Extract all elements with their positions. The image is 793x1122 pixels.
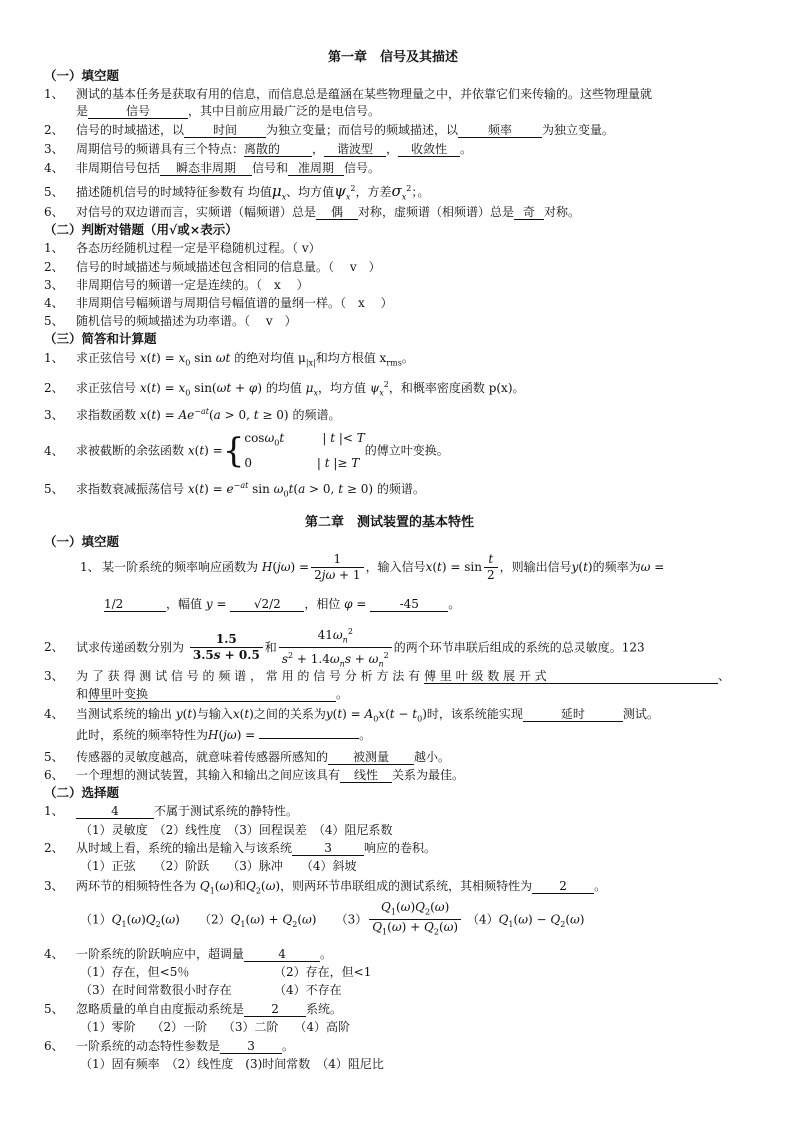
chapter1-title: 第一章 信号及其描述 [328,50,459,65]
ch1-judge-q1: 1、 各态历经随机过程一定是平稳随机过程。（ v） [44,241,321,255]
ch2-choice-q2: 2、 从时域上看，系统的输出是输入与该系统 3 响应的卷积。 [44,841,437,855]
ch1-judge-q4: 4、 非周期信号幅频谱与周期信号幅值谱的量纲一样。（ x ） [44,296,393,310]
answer-blank: 收敛性 [398,142,460,157]
ch2-choice-q4-opt4: （4）不存在 [274,983,342,997]
ch2-choice-q3: 3、 两环节的相频特性各为 $Q_1(\omega)$和$Q_2(\omega)$，则两环节串联组成的测试系统，其相频特性为 2 。 [44,879,607,896]
answer-blank [259,738,359,739]
answer-blank: 准周期 [288,161,344,176]
ch1-fill-q6: 6、 对信号的双边谱而言，实频谱（幅频谱）总是 偶 对称，虚频谱（相频谱）总是 奇 对称。 [44,205,581,219]
ch2-fill-q2: 2、 试求传递函数分别为 $\frac{1.5}{3.5s + 0.5}$ 和 $\frac{41\omega_n^2}{s^2 + 1.4\omega_ns + \omega_n^2}$ 的两个环节串联后组成的系统的总灵敏度。123 [44,624,645,672]
answer-blank: 离散的 [244,142,312,157]
ch1-fill-q5: 5、 描述随机信号的时域特征参数有 均值$\mu_x$、均方值$\psi_x^2$，方差$\sigma_x^2$；。 [44,182,430,202]
answer-blank: 延时 [523,707,623,722]
ch1-fill-q1-cont: 是 信号 ，其中目前应用最广泛的是电信号。 [76,104,381,118]
ch2-choice-heading: （二）选择题 [44,785,120,800]
ch1-judge-q5: 5、 随机信号的频域描述为功率谱。（ v ） [44,314,297,328]
ch2-choice-q4-opt1: （1）存在，但<5％ [80,965,190,979]
ch1-calc-heading: （三）简答和计算题 [44,331,157,346]
ch2-choice-q2-options: （1）正弦 （2）阶跃 （3）脉冲 （4）斜坡 [80,859,357,873]
q-number: 1、 [44,87,64,101]
ch2-fill-q3-cont: 和傅里叶变换 。 [76,687,349,701]
ch1-calc-q5: 5、 求指数衰减振荡信号 $x(t) = e^{-at}$ $\sin \omega_0t(a > 0$, t ≥ 0) 的频谱。 [44,481,425,499]
answer-blank: 1/2 [104,597,166,612]
answer-blank: 时间 [184,123,266,138]
ch2-choice-q6-options: （1）固有频率 （2）线性度 (3)时间常数 （4）阻尼比 [80,1057,384,1071]
ch2-fill-q1-cont: 1/2 ，幅值 y = √2/2 ，相位 φ = -45 。 [104,597,461,611]
ch2-choice-q3-options: $(1)Q_1(\omega)Q_2(\omega)$ $(2)Q_1(\omega) + Q_2(\omega)$ （3） $\frac{Q_1(\omega)Q_2(\omega)}{Q_1(\omega) + Q_2(\omega)}$ $(4)Q_1(\omega) - Q_2(\omega)$ [80,900,585,937]
ch2-fill-heading: （一）填空题 [44,534,120,549]
answer-blank: 2 [532,879,594,894]
answer-blank: 2 [244,1002,306,1017]
answer-blank: 偶 [316,205,358,220]
answer-blank: 3 [220,1039,282,1054]
chapter2-title: 第二章 测试装置的基本特性 [305,515,475,530]
ch1-calc-q2: 2、 求正弦信号 $x(t) = x_0$ sin(ωt + φ) 的均值 $\mu_x$，均方值 $\psi_x^2$，和概率密度函数 p(x)。 [44,380,525,398]
answer-blank: √2/2 [230,597,304,612]
answer-blank: 线性 [340,768,392,783]
ch2-choice-q1-options: （1）灵敏度 （2）线性度 （3）回程误差 （4）阻尼系数 [80,823,393,837]
ch2-choice-q4-opt3: （3）在时间常数很小时存在 [80,983,232,997]
ch1-calc-q4: 4、 求被截断的余弦函数 x(t) ={ cosω$_0$t | t |< T 0 | t |≥ T 的傅立叶变换。 [44,430,449,471]
ch1-fill-q3: 3、 周期信号的频谱具有三个特点：离散的 ， 谐波型 ， 收敛性 。 [44,142,473,156]
answer-blank: 4 [76,804,154,819]
ch2-fill-q3: 3、 为 了 获 得 测 试 信 号 的 频 谱 ， 常 用 的 信 号 分 析 方 法 有 傅 里 叶 级 数 展 开 式 、 [44,669,730,683]
answer-blank: 被测量 [328,750,414,765]
ch2-choice-q4: 4、 一阶系统的阶跃响应中，超调量 4 。 [44,947,333,961]
answer-blank: 奇 [514,205,544,220]
ch2-choice-q1: 1、 4 不属于测试系统的静特性。 [44,804,299,818]
answer-blank: 瞬态非周期 [160,161,252,176]
ch2-fill-q5: 5、 传感器的灵敏度越高，就意味着传感器所感知的 被测量 越小。 [44,750,451,764]
ch2-fill-q1: 1、 某一阶系统的频率响应函数为 H(jω) = $\frac{1}{2j\omega + 1}$ ，输入信号x(t) = sin $\frac{t}{2}$ ，则输出信号y(t)的频率为ω = [80,552,665,582]
answer-blank: 3 [292,841,364,856]
answer-blank: 信号 [88,104,188,119]
ch2-choice-q6: 6、 一阶系统的动态特性参数是 3 。 [44,1039,295,1053]
answer-blank: -45 [370,597,448,612]
answer-blank: 谐波型 [324,142,386,157]
ch2-fill-q6: 6、 一个理想的测试装置，其输入和输出之间应该具有 线性 关系为最佳。 [44,768,465,782]
answer-blank: 傅 里 叶 级 数 展 开 式 [424,669,718,684]
ch1-fill-heading: （一）填空题 [44,68,120,83]
ch2-fill-q4-cont: 此时，系统的频率特性为H(jω) = 。 [76,728,372,742]
ch2-choice-q5: 5、 忽略质量的单自由度振动系统是 2 系统。 [44,1002,343,1016]
answer-blank: 4 [244,947,320,962]
ch1-judge-q2: 2、 信号的时域描述与频域描述包含相同的信息量。（ v ） [44,260,381,274]
ch1-calc-q3: 3、 求指数函数 $x(t) = Ae^{-at}(a > 0$, t ≥ 0) 的频谱。 [44,407,341,422]
ch1-fill-q1: 1、 测试的基本任务是获取有用的信息，而信息总是蕴涵在某些物理量之中，并依靠它们来传输的。这些物理量就 [44,87,653,101]
ch1-judge-heading: （二）判断对错题（用√或×表示） [44,222,238,237]
ch2-fill-q4: 4、 当测试系统的输出 y(t)与输入x(t)之间的关系为$y(t) = A_0x(t - t_0)$时，该系统能实现 延时 测试。 [44,707,659,724]
answer-blank: 频率 [458,123,542,138]
ch2-choice-q5-options: （1）零阶 （2）一阶 （3）二阶 （4）高阶 [80,1020,350,1034]
answer-blank: 傅里叶变换 [88,687,336,702]
ch1-fill-q4: 4、 非周期信号包括 瞬态非周期 信号和 准周期 信号。 [44,161,381,175]
ch2-choice-q4-opt2: （2）存在，但<1 [274,965,372,979]
ch1-calc-q1: 1、 求正弦信号 $x(t) = x_0$ sin ωt 的绝对均值 $\mu_{|x|}$和均方根值 $x_{rms}$。 [44,351,414,368]
ch1-judge-q3: 3、 非周期信号的频谱一定是连续的。（ x ） [44,278,309,292]
ch1-fill-q2: 2、 信号的时域描述，以 时间 为独立变量；而信号的频域描述，以 频率 为独立变量。 [44,123,615,137]
